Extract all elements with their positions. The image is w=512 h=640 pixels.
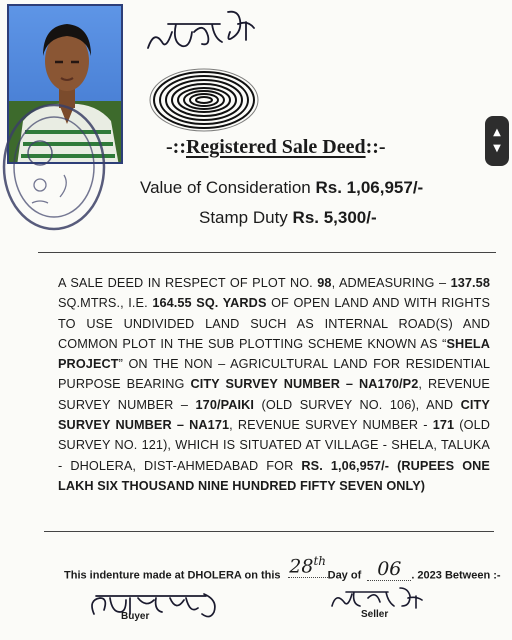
indenture-month: 06 [367,558,411,581]
sub-registrar-seal [2,95,114,240]
stamp-duty-value: Rs. 5,300/- [292,208,377,227]
title-prefix: -:: [166,136,186,158]
thumb-impression [140,64,262,136]
indenture-prefix: This indenture made at DHOLERA on this [64,569,281,582]
buyer-label: Buyer [121,611,150,622]
indenture-year: . 2023 Between :- [411,569,501,582]
title-text: Registered Sale Deed [185,136,366,158]
seller-signature [328,584,428,612]
consideration-value: Rs. 1,06,957/- [315,178,424,197]
deed-title [166,136,386,159]
deed-body: A SALE DEED IN RESPECT OF PLOT NO. 98, ADMEASURING – 137.58 SQ.MTRS., I.E. 164.55 SQ. YARDS OF OPEN LAND AND WITH RIGHTS TO USE UNDIVIDED LAND SUCH AS INTERNAL ROAD(S) AND COMMON PLOT IN THE SUB PLOTTING SCHEME KNOWN AS “SHELA PROJECT” ON THE NON – AGRICULTURAL LAND FOR RESIDENTIAL PURPOSE BEARING CITY SURVEY NUMBER – NA170/P2, REVENUE SURVEY NUMBER – 170/PAIKI (OLD SURVEY NO. 106), AND CITY SURVEY NUMBER – NA171, REVENUE SURVEY NUMBER - 171 (OLD SURVEY NO. 121), WHICH IS SITUATED AT VILLAGE - SHELA, TALUKA - DHOLERA, DIST-AHMEDABAD FOR RS. 1,06,957/- (RUPEES ONE LAKH SIX THOUSAND NINE HUNDRED FIFTY SEVEN ONLY) [58,276,491,493]
indenture-day: 28th [289,554,326,578]
seller-label: Seller [361,609,389,620]
chevron-up-icon[interactable]: ▲ [493,127,501,138]
consideration-label: Value of Consideration [140,178,311,197]
chevron-down-icon[interactable]: ▼ [493,143,501,154]
indenture-day-of: Day of [327,569,362,582]
stamp-duty-label: Stamp Duty [199,208,288,227]
indenture-line [64,554,501,584]
divider-top [38,252,496,253]
stamp-duty-line [199,208,377,228]
title-suffix: ::- [365,136,386,158]
scroll-control[interactable] [485,116,509,166]
consideration-line [140,178,423,198]
seller-signature-top [142,4,262,60]
divider-bottom [44,531,494,532]
buyer-signature [86,586,246,622]
